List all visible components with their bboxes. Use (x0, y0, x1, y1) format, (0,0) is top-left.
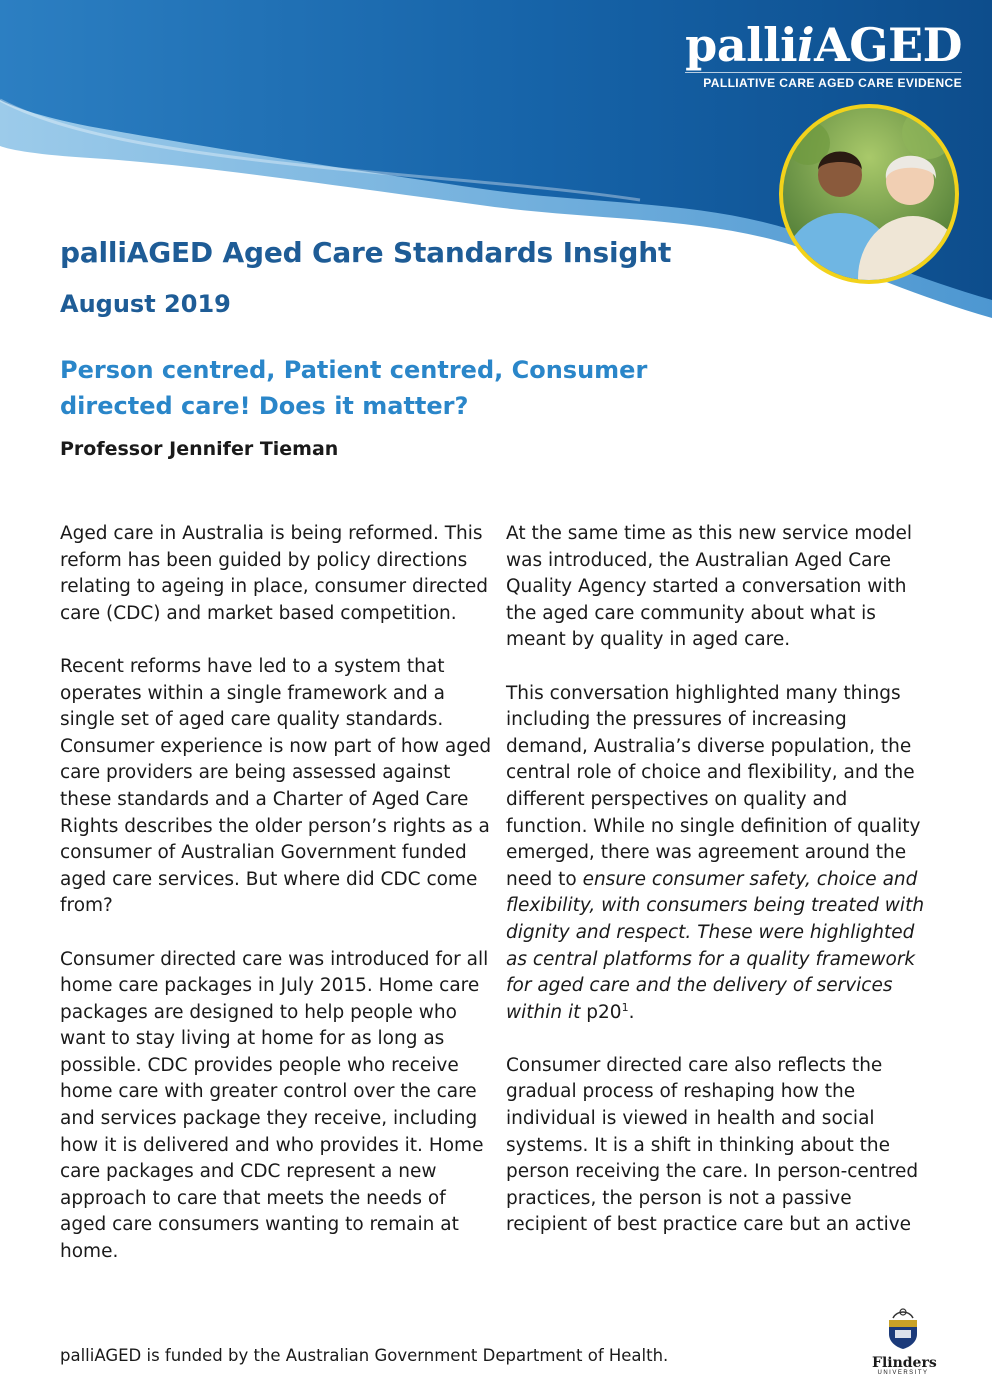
paragraph-text: This conversation highlighted many things including the pressures of increasing demand, Australia’s diverse population, the central role of choice and flexibility, and the different perspectives on quality and function. While no single definition of quality emerged, there was agreement around the need to (506, 682, 921, 890)
funding-statement: palliAGED is funded by the Australian Government Department of Health. (60, 1346, 669, 1365)
paragraph: At the same time as this new service model was introduced, the Australian Aged Care Quality Agency started a conversation with the aged care community about what is meant by quality in aged care. (506, 523, 913, 651)
logo-wordmark: palliiAGED (685, 18, 962, 72)
period: . (628, 1001, 635, 1023)
author-name: Professor Jennifer Tieman (60, 438, 339, 460)
university-crest-icon (883, 1306, 923, 1350)
paragraph: Consumer directed care was introduced for all home care packages in July 2015. Home care packages are designed to help people who want to stay living at home for as long as possible. CDC provides people who receive home care with greater control over the care and services package they receive, including how it is delivered and who provides it. Home care packages and CDC represent a new approach to care that meets the needs of aged care consumers wanting to remain at home. (60, 948, 489, 1263)
footnote-ref[interactable]: 1 (621, 1000, 629, 1014)
page-title: palliAGED Aged Care Standards Insight (60, 236, 672, 269)
publication-date: August 2019 (60, 290, 231, 318)
left-text-column (60, 521, 492, 1292)
university-name: Flinders (872, 1355, 937, 1371)
palliaged-logo (685, 18, 962, 90)
university-label: UNIVERSITY (877, 1370, 929, 1376)
paragraph: Recent reforms have led to a system that operates within a single framework and a single set of aged care quality standards. Consumer experience is now part of how aged care providers are being assessed against these standards and a Charter of Aged Care Rights describes the older person’s rights as a consumer of Australian Government funded aged care services. But where did CDC come from? (60, 655, 492, 917)
paragraph: Aged care in Australia is being reformed. This reform has been guided by policy directions relating to ageing in place, consumer directed care (CDC) and market based competition. (60, 523, 488, 624)
paragraph: Consumer directed care also reflects the gradual process of reshaping how the individual is viewed in health and social systems. It is a shift in thinking about the person receiving the care. In person-centred practices, the person is not a passive recipient of best practice care but an active (506, 1054, 919, 1236)
flinders-university-logo (872, 1306, 937, 1376)
logo-tagline: PALLIATIVE CARE AGED CARE EVIDENCE (685, 72, 962, 90)
quoted-text: ensure consumer safety, choice and flexibility, with consumers being treated with dignity and respect. These were highlighted as central platforms for a quality framework for aged care and the delivery of services within it (506, 868, 925, 1023)
carer-photo (778, 103, 960, 285)
article-subtitle: Person centred, Patient centred, Consumer directed care! Does it matter? (60, 356, 648, 420)
right-text-column (506, 521, 934, 1266)
paragraph (506, 681, 934, 1027)
page-reference: p20 (580, 1001, 622, 1023)
